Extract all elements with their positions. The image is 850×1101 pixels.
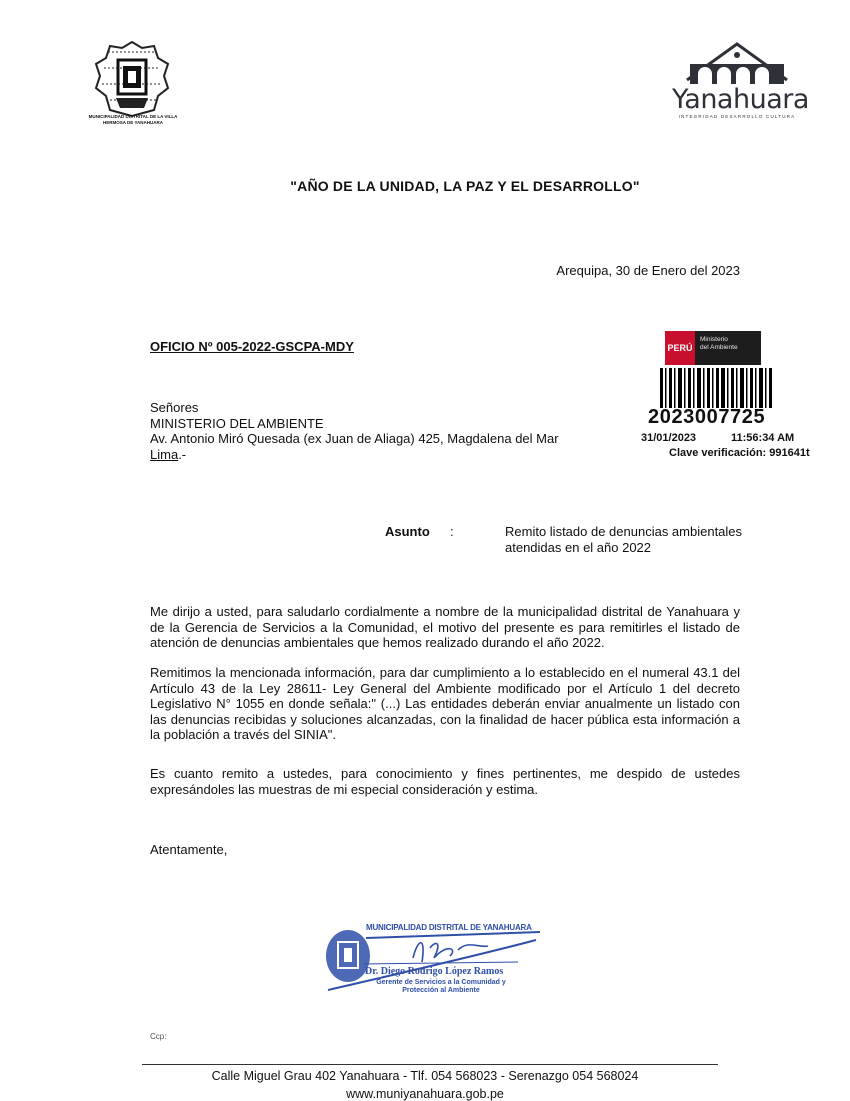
recipient-city-suffix: .- xyxy=(178,446,187,462)
seal-institution: MUNICIPALIDAD DISTRITAL DE YANAHUARA xyxy=(366,923,532,932)
subject-text: Remito listado de denuncias ambientales atendidas en el año 2022 xyxy=(505,524,743,555)
body-paragraph-3: Es cuanto remito a ustedes, para conocimiento y fines pertinentes, me despido de ustedes expresándoles las muestras de mi especial consideración y estima. xyxy=(150,766,740,797)
footer-address: Calle Miguel Grau 402 Yanahuara - Tlf. 054 568023 - Serenazgo 054 568024 xyxy=(211,1069,639,1083)
date-line: Arequipa, 30 de Enero del 2023 xyxy=(556,263,740,278)
footer-divider xyxy=(142,1064,718,1065)
signatory-title-1: Gerente de Servicios a la Comunidad y xyxy=(376,979,506,986)
subject-colon: : xyxy=(450,524,454,539)
oficio-number: OFICIO Nº 005-2022-GSCPA-MDY xyxy=(150,339,354,354)
salutation: Señores xyxy=(150,400,199,415)
body-paragraph-2: Remitimos la mencionada información, para dar cumplimiento a lo establecido en el numeral 43.1 del Artículo 43 de la Ley 28611- Ley General del Ambiente modificado por el Artículo 1 del decreto Legislativo N° 1055 en donde señala:" (...) Las entidades deberán enviar anualmente un listado con las denuncias recibidas y soluciones alcanzadas, con la finalidad de hacer pública esta información a la población a través del SINIA". xyxy=(150,665,740,742)
recipient-block xyxy=(150,400,559,462)
logo-wordmark: Yanahuara xyxy=(672,84,809,115)
ministry-stamp-header xyxy=(665,331,761,365)
logo-tagline: INTEGRIDAD DESARROLLO CULTURA xyxy=(678,114,796,119)
verification-key: Clave verificación: 991641t xyxy=(669,447,810,459)
recipient-address: Av. Antonio Miró Quesada (ex Juan de Aliaga) 425, Magdalena del Mar xyxy=(150,431,559,446)
crest-caption: MUNICIPALIDAD DISTRITAL DE LA VILLA HERMOSA DE YANAHUARA xyxy=(88,114,178,125)
closing: Atentamente, xyxy=(150,842,228,857)
registry-number: 2023007725 xyxy=(648,406,766,428)
ministry-label xyxy=(695,331,761,365)
signatory-title-2: Protección al Ambiente xyxy=(402,987,480,994)
year-motto: "AÑO DE LA UNIDAD, LA PAZ Y EL DESARROLLO" xyxy=(290,178,640,194)
peru-label: PERÚ xyxy=(665,331,695,365)
barcode-icon xyxy=(660,368,775,408)
body-paragraph-1: Me dirijo a usted, para saludarlo cordialmente a nombre de la municipalidad distrital de Yanahuara y de la Gerencia de Servicios a la Comunidad, el motivo del presente es para remitirles el listado de atención de denuncias ambientales que hemos realizado durando el año 2022. xyxy=(150,604,740,650)
recipient-institution: MINISTERIO DEL AMBIENTE xyxy=(150,415,324,431)
recipient-city: Lima xyxy=(150,446,179,462)
footer-website[interactable]: www.muniyanahuara.gob.pe xyxy=(346,1087,504,1101)
ministry-line-2: del Ambiente xyxy=(700,344,738,351)
subject-label: Asunto xyxy=(385,524,430,539)
stamp-date: 31/01/2023 xyxy=(641,432,697,444)
ccp-label: Ccp: xyxy=(150,1032,167,1041)
signatory-name: Dr. Diego Rodrigo López Ramos xyxy=(365,966,504,977)
recipient-city-line xyxy=(150,447,559,463)
ministry-line-1: Ministerio xyxy=(700,336,728,343)
stamp-time: 11:56:34 AM xyxy=(731,432,795,444)
